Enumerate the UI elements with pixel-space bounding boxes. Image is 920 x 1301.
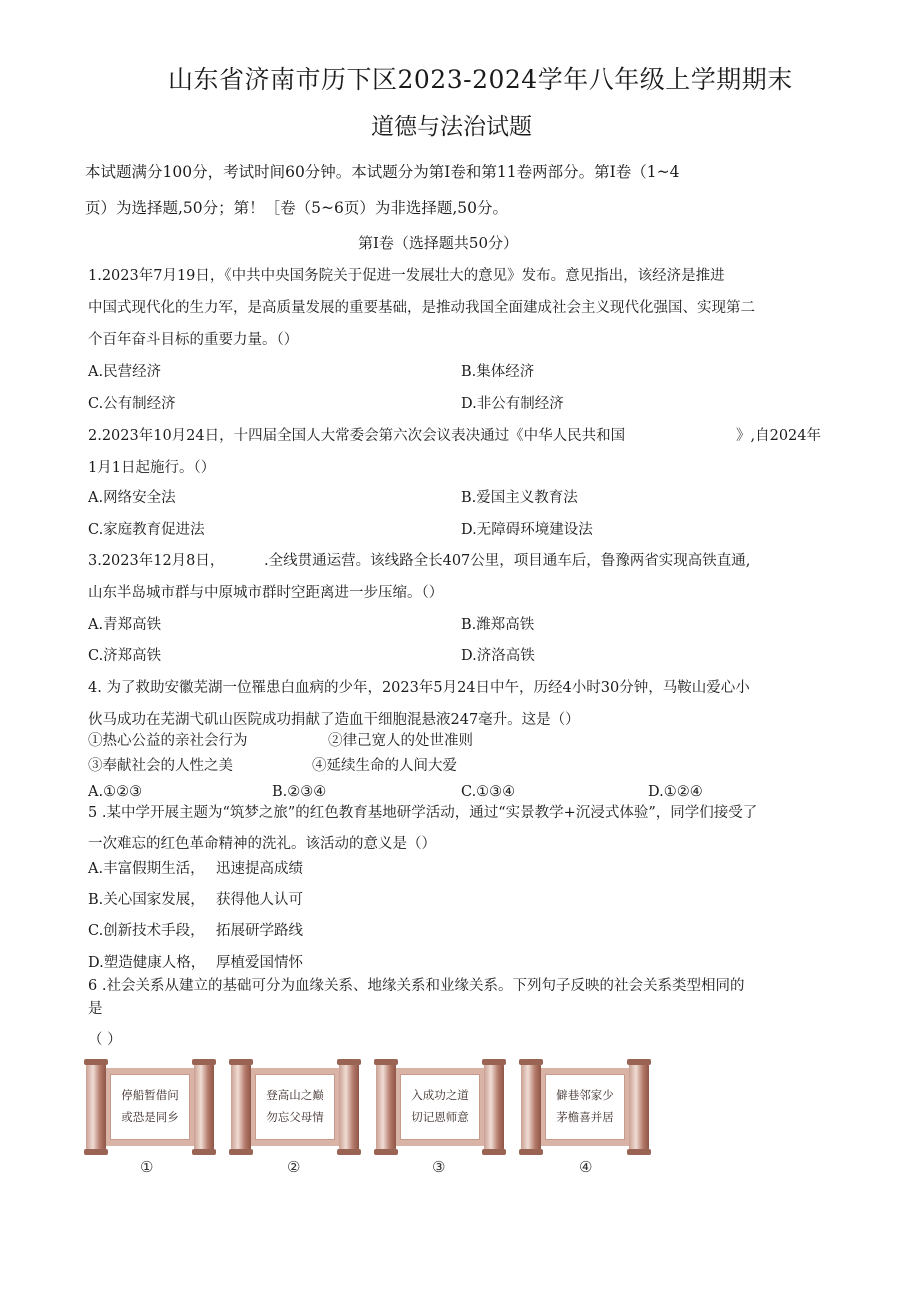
- q5-option-d: D.塑造健康人格，: [88, 955, 206, 971]
- q3-line-2: 山东半岛城市群与中原城市群时空距离进一步压缩。（）: [88, 585, 444, 601]
- q2-option-a: A.网络安全法: [88, 490, 176, 506]
- q4-option-d: D.①②④: [648, 784, 703, 800]
- q4-option-c: C.①③④: [461, 784, 516, 800]
- q6-line-3: （ ）: [88, 1032, 122, 1048]
- q5-option-a-tail: 迅速提高成绩: [216, 861, 303, 877]
- q5-option-b: B.关心国家发展，: [88, 892, 205, 908]
- q2-line-1a: 2.2023年10月24日，十四届全国人大常委会第六次会议表决通过《中华人民共和国: [88, 428, 626, 444]
- scroll-1-line-2: 或恐是同乡: [121, 1110, 179, 1124]
- scroll-3-line-1: 入成功之道: [411, 1088, 469, 1103]
- q3-option-c: C.济郑高铁: [88, 648, 162, 664]
- scroll-2-line-1: 登高山之巅: [266, 1088, 324, 1103]
- q1-option-b: B.集体经济: [461, 364, 535, 380]
- q5-option-c: C.创新技术手段，: [88, 923, 205, 939]
- q3-option-b: B.潍郑高铁: [461, 617, 535, 633]
- q1-option-c: C.公有制经济: [88, 396, 176, 412]
- scroll-rod-icon: [376, 1062, 396, 1152]
- q1-option-a: A.民营经济: [88, 364, 162, 380]
- scroll-4-line-1: 僻巷邻家少: [556, 1088, 614, 1103]
- q1-line-1: 1.2023年7月19日，《中共中央国务院关于促进一发展壮大的意见》发布。意见指出，该经济是推进: [88, 268, 725, 284]
- scroll-1-number: ①: [140, 1158, 154, 1176]
- q5-option-c-tail: 拓展研学路线: [216, 923, 303, 939]
- scroll-rod-icon: [484, 1062, 504, 1152]
- q5-option-b-tail: 获得他人认可: [216, 892, 303, 908]
- q3-line-1b: .全线贯通运营。该线路全长407公里，项目通车后，鲁豫两省实现高铁直通,: [264, 553, 751, 569]
- section-heading: 第I卷（选择题共50分）: [358, 234, 519, 252]
- q1-option-d: D.非公有制经济: [461, 396, 564, 412]
- q2-option-b: B.爱国主义教育法: [461, 490, 578, 506]
- scroll-rod-icon: [86, 1062, 106, 1152]
- q6-line-2: 是: [88, 1001, 103, 1017]
- exam-subtitle: 道德与法治试题: [371, 114, 532, 140]
- exam-title: 山东省济南市历下区2023-2024学年八年级上学期期末: [168, 65, 793, 94]
- q4-statement-3: ③奉献社会的人性之美: [88, 758, 233, 774]
- q5-option-d-tail: 厚植爱国情怀: [216, 955, 303, 971]
- scroll-2-line-2: 勿忘父母情: [266, 1110, 324, 1124]
- q6-line-1: 6 .社会关系从建立的基础可分为血缘关系、地缘关系和业缘关系。下列句子反映的社会关系类型相同的: [88, 978, 745, 994]
- scroll-rod-icon: [521, 1062, 541, 1152]
- q2-option-d: D.无障碍环境建设法: [461, 522, 593, 538]
- scroll-3: [376, 1062, 504, 1176]
- q5-line-2: 一次难忘的红色革命精神的洗礼。该活动的意义是（）: [88, 836, 436, 852]
- scroll-rod-icon: [231, 1062, 251, 1152]
- q4-statement-4: ④延续生命的人间大爱: [312, 758, 457, 774]
- q1-line-3: 个百年奋斗目标的重要力量。（）: [88, 332, 299, 348]
- scroll-2: [231, 1062, 359, 1176]
- q2-line-1b: 》,自2024年: [736, 428, 822, 444]
- q4-option-a: A.①②③: [88, 784, 143, 800]
- q4-statement-1: ①热心公益的亲社会行为: [88, 733, 248, 749]
- scroll-rod-icon: [629, 1062, 649, 1152]
- q4-line-1: 4. 为了救助安徽芜湖一位罹患白血病的少年，2023年5月24日中午，历经4小时30分钟，马鞍山爱心小: [88, 680, 750, 696]
- scroll-rod-icon: [339, 1062, 359, 1152]
- scroll-3-number: ③: [432, 1158, 446, 1176]
- scroll-rod-icon: [194, 1062, 214, 1152]
- scroll-2-number: ②: [287, 1158, 301, 1176]
- q2-line-2: 1月1日起施行。（）: [88, 460, 216, 476]
- q4-option-b: B.②③④: [272, 784, 327, 800]
- scroll-3-line-2: 切记恩师意: [411, 1110, 469, 1124]
- scroll-1-line-1: 停船暂借问: [121, 1088, 179, 1103]
- q1-line-2: 中国式现代化的生力军，是高质量发展的重要基础，是推动我国全面建成社会主义现代化强国、实现第二: [88, 300, 755, 316]
- scroll-4: [521, 1062, 649, 1176]
- scroll-4-line-2: 茅檐喜并居: [556, 1110, 614, 1124]
- q5-option-a: A.丰富假期生活，: [88, 861, 205, 877]
- q3-option-a: A.青郑高铁: [88, 617, 162, 633]
- q3-line-1a: 3.2023年12月8日，: [88, 553, 225, 569]
- q2-option-c: C.家庭教育促进法: [88, 522, 205, 538]
- q3-option-d: D.济洛高铁: [461, 648, 535, 664]
- intro-line-1: 本试题满分100分，考试时间60分钟。本试题分为第I卷和第11卷两部分。第I卷（1~4: [85, 163, 680, 181]
- scroll-4-number: ④: [579, 1158, 593, 1176]
- q5-line-1: 5 .某中学开展主题为“筑梦之旅”的红色教育基地研学活动，通过“实景教学+沉浸式体验”，同学们接受了: [88, 805, 758, 821]
- q4-line-2: 伙马成功在芜湖弋矶山医院成功捐献了造血干细胞混悬液247毫升。这是（）: [88, 712, 580, 728]
- scroll-1: [86, 1062, 214, 1176]
- intro-line-2: 页）为选择题,50分；第！［卷（5~6页）为非选择题,50分。: [85, 199, 509, 217]
- q4-statement-2: ②律己宽人的处世准则: [328, 733, 473, 749]
